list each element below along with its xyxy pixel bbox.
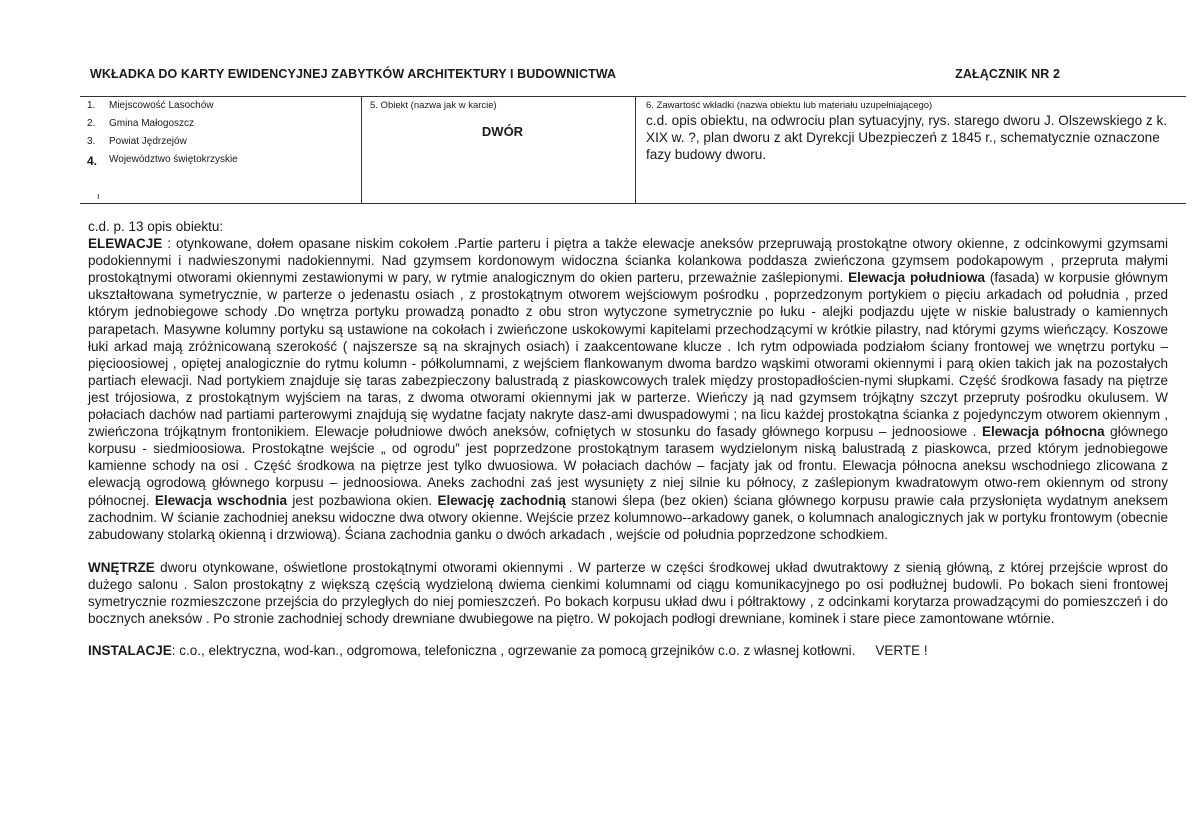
elevations-heading: ELEWACJE	[88, 236, 163, 252]
installations-heading: INSTALACJE	[88, 643, 172, 659]
installations-paragraph: INSTALACJE: c.o., elektryczna, wod-kan., odgromowa, telefoniczna , ogrzewanie za pomocą grzejników c.o. z własnej kotłowni. VERTE !	[88, 643, 928, 659]
interior-heading: WNĘTRZE	[88, 559, 155, 575]
annex-label: ZAŁĄCZNIK NR 2	[955, 67, 1060, 81]
south-elevation-heading: Elewacja południowa	[848, 270, 986, 286]
object-name: DWÓR	[481, 124, 524, 139]
object-label: 5. Obiekt (nazwa jak w karcie)	[370, 100, 497, 111]
scan-mark: ı	[97, 191, 100, 201]
east-elevation-heading: Elewacja wschodnia	[154, 492, 288, 508]
west-elevation-heading: Elewację zachodnią	[437, 492, 566, 508]
field-voivodeship: 4. Województwo świętokrzyskie	[87, 154, 238, 168]
intro-line: c.d. p. 13 opis obiektu:	[88, 219, 224, 234]
field-locality: 1. Miejscowość Lasochów	[87, 100, 214, 111]
field-commune: 2. Gmina Małogoszcz	[87, 118, 195, 129]
contents-column	[636, 97, 1186, 203]
location-column	[80, 97, 362, 203]
page-header	[90, 67, 1060, 81]
info-table	[80, 96, 1186, 204]
contents-description: c.d. opis obiektu, na odwrociu plan sytuacyjny, rys. starego dworu J. Olszewskiego z k. XIX w. ?, plan dworu z akt Dyrekcji Ubezpieczeń z 1845 r., schematycznie oznaczone fazy budowy dworu.	[646, 113, 1168, 162]
contents-label: 6. Zawartość wkładki (nazwa obiektu lub materiału uzupełniającego)	[646, 100, 933, 111]
form-title: WKŁADKA DO KARTY EWIDENCYJNEJ ZABYTKÓW ARCHITEKTURY I BUDOWNICTWA	[90, 67, 617, 81]
interior-paragraph: WNĘTRZE dworu otynkowane, oświetlone prostokątnymi otworami okiennymi . W parterze w części środkowej układ dwutraktowy z sienią główną, z której przejście wprost do dużego salonu . Salon prostokątny z większą częścią wydzieloną dwiema cienkimi kolumnami od ciągu komunikacyjnego po osi podłużnej budowli. Po bokach sieni frontowej symetrycznie rozmieszczone przejścia do przyległych do niej pomieszczeń. Po bokach korpusu układ dwu i półtraktowy , z odcinkami korytarza prowadzącymi do pomieszczeń i do bocznych aneksów . Po stronie zachodniej schody drewniane dwubiegowe na piętro. W pokojach podłogi drewniane, kominek i stare piece zamontowane wtórnie.	[88, 559, 1168, 627]
north-elevation-heading: Elewacja północna	[981, 424, 1105, 440]
object-column	[362, 97, 636, 203]
description-body	[88, 218, 1168, 659]
verte-note: VERTE !	[875, 643, 928, 659]
elevations-paragraph: ELEWACJE : otynkowane, dołem opasane niskim cokołem .Partie parteru i piętra a także elewacje aneksów przepruwają prostokątne otwory okienne, z odcinkowymi gzymsami podokiennymi i nadwieszonymi nadokiennymi. Nad gzymsem kordonowym widoczna ścianka kolankowa poddasza zwieńczona gzymsem podokapowym , przepruta małymi prostokątnymi otworami okiennymi zestawionymi w pary, w rytmie analogicznym do okien parteru, przeważnie zaślepionymi. Elewacja południowa (fasada) w korpusie głównym ukształtowana symetrycznie, w parterze o jedenastu osiach , z prostokątnym otworem wejściowym pośrodku , poprzedzonym portykiem o pięciu arkadach od południa , przed którym jednobiegowe schody .Do wnętrza portyku prowadzą ponadto z obu stron wytyczone symetrycznie po łuku - alejki podjazdu ujęte w niskie balustrady o kamiennych parapetach. Masywne kolumny portyku są ustawione na cokołach i zwieńczone uskokowymi kapitelami przechodzącymi w krótkie pilastry, nad którymi gzyms wieńczący. Koszowe łuki arkad mają zróżnicowaną szerokość ( najszersze są na skrajnych osiach) i zaakcentowane klucze . Ich rytm odpowiada podziałom ściany frontowej we wnętrzu portyku – pięcioosiowej , opiętej analogicznie do rytmu kolumn - półkolumnami, z wejściem flankowanym dwoma bardzo wąskimi otworami okiennymi i parą okien takich jak na pozostałych partiach elewacji. Nad portykiem znajduje się taras zabezpieczony balustradą z piaskowcowych tralek między prostopadłościen-nymi słupkami. Część środkowa fasady na piętrze jest trójosiowa, z prostokątnym wyjściem na taras, z dwoma otworami okiennymi jak w parterze. Wieńczy ją nad gzymsem trójkątny szczyt przepruty pośrodku okulusem. W połaciach dachów nad partiami parterowymi znajdują się wydatne facjaty nakryte dasz-ami dwuspadowymi ; na licu każdej prostokątna ścianka z pojedynczym otworem okiennym , zwieńczona trójkątnym frontonikiem. Elewacje południowe dwóch aneksów, cofniętych w stosunku do fasady głównego korpusu – jednoosiowe . Elewacja północna głównego korpusu - siedmioosiowa. Prostokątne wejście „ od ogrodu” jest poprzedzone prostokątnym tarasem wydzielonym niską balustradą z piaskowca, przed którym jednobiegowe kamienne schody na osi . Część środkowa na piętrze jest tylko dwuosiowa. W połaciach dachów – facjaty jak od frontu. Elewacja północna aneksu wschodniego zlicowana z elewacją ogrodową głównego korpusu – jednoosiowa. Aneks zachodni zaś jest wysunięty z niej silnie ku północy, z zaślepionym kwadratowym otwo-rem okiennym od strony północnej. Elewacja wschodnia jest pozbawiona okien. Elewację zachodnią stanowi ślepa (bez okien) ściana głównego korpusu prawie cała przysłonięta wydatnym aneksem zachodnim. W ścianie zachodniej aneksu widoczne dwa otwory okienne. Wejście przez kolumnowo--arkadowy ganek, o kolumnach analogicznych jak w portyku frontowym (obecnie zabudowany stolarką okienną i drzwiową). Ściana zachodnia ganku o dwóch arkadach , wejście od południa poprzedzone schodkiem.	[88, 236, 1168, 542]
field-county: 3. Powiat Jędrzejów	[87, 136, 187, 147]
